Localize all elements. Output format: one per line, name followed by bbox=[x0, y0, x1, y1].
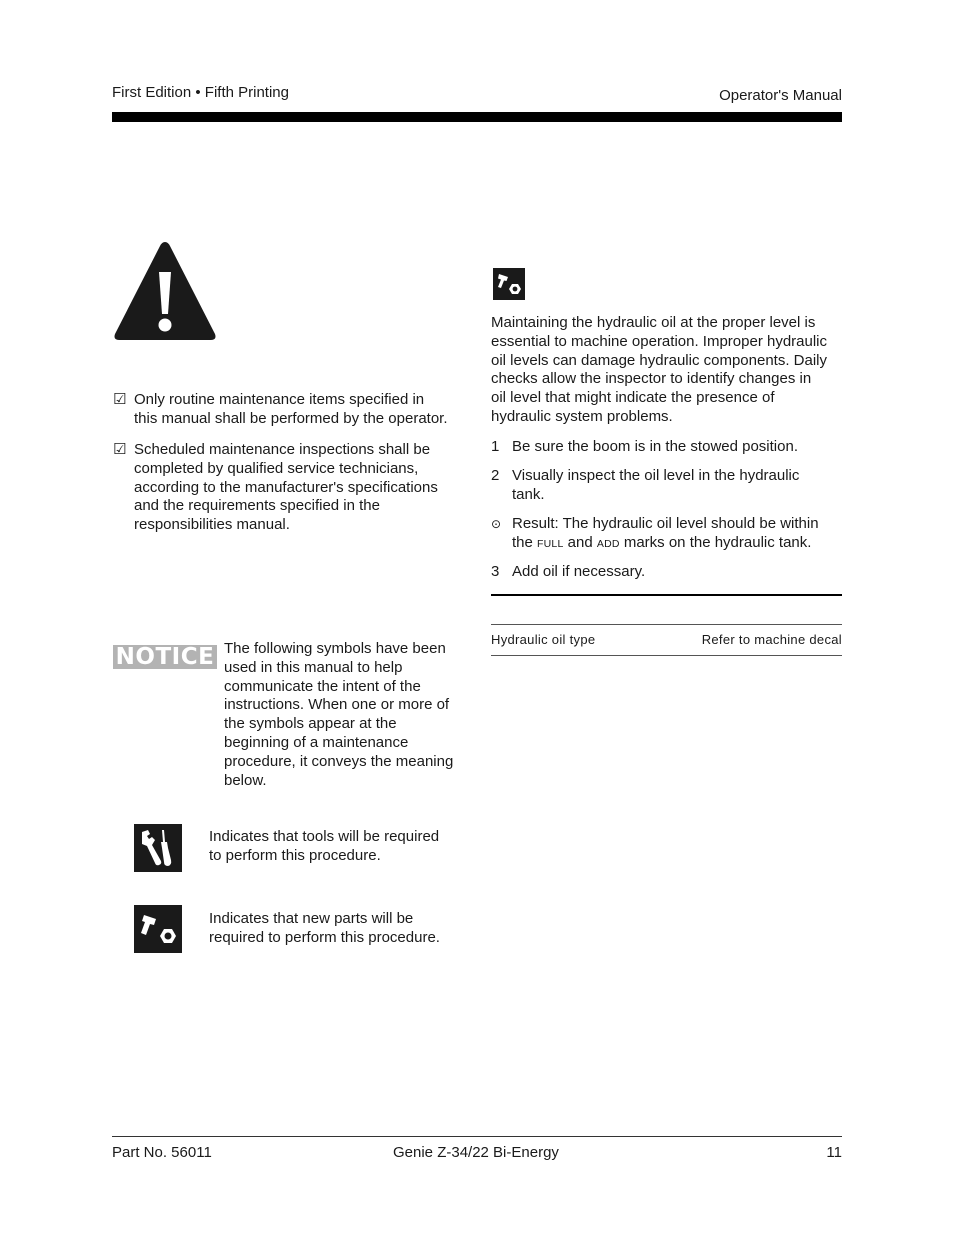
notice-label: NOTICE bbox=[113, 645, 217, 669]
checklist-text-line: completed by qualified service technicians, bbox=[134, 459, 419, 477]
step-text: Be sure the boom is in the stowed position. bbox=[512, 438, 798, 455]
footer-page-number: 11 bbox=[826, 1144, 842, 1161]
step-text: Add oil if necessary. bbox=[512, 563, 646, 580]
hydraulic-intro bbox=[491, 314, 846, 427]
checklist-item bbox=[113, 391, 468, 429]
result-icon: ⊙ bbox=[491, 517, 502, 531]
notice-line: communicate the intent of the bbox=[224, 677, 421, 695]
checklist-text-line: this manual shall be performed by the operator. bbox=[134, 409, 448, 427]
notice-text bbox=[224, 640, 469, 790]
procedure-step bbox=[491, 438, 841, 457]
new-parts-symbol-text bbox=[209, 910, 464, 948]
footer-part-number: Part No. 56011 bbox=[112, 1144, 212, 1161]
result-text: Result: The hydraulic oil level should be within bbox=[512, 515, 819, 532]
new-parts-icon bbox=[134, 905, 182, 953]
step-number: 1 bbox=[491, 438, 500, 455]
checkbox-icon: ☑ bbox=[113, 441, 127, 458]
symbol-text-line: Indicates that new parts will be bbox=[209, 910, 414, 927]
spec-table-row bbox=[491, 624, 842, 656]
notice-line: used in this manual to help bbox=[224, 658, 403, 676]
result-text-line2 bbox=[512, 534, 841, 554]
procedure-result bbox=[491, 515, 841, 554]
add-mark-label: ADD bbox=[596, 537, 620, 550]
checklist-text-line: and the requirements specified in the bbox=[134, 497, 380, 515]
notice-line: The following symbols have been bbox=[224, 640, 446, 657]
symbol-text-line: Indicates that tools will be required bbox=[209, 828, 440, 845]
notice-line: below. bbox=[224, 771, 267, 789]
step-text: Visually inspect the oil level in the hydraulic bbox=[512, 467, 800, 484]
intro-line: checks allow the inspector to identify changes in bbox=[491, 370, 812, 388]
footer-model: Genie Z-34/22 Bi-Energy bbox=[393, 1144, 559, 1161]
intro-line: essential to machine operation. Improper hydraulic bbox=[491, 332, 828, 350]
checklist-text-line: Only routine maintenance items specified in bbox=[134, 391, 425, 408]
header-edition: First Edition • Fifth Printing bbox=[112, 84, 289, 101]
intro-line: oil level that might indicate the presence of bbox=[491, 389, 775, 407]
tools-icon bbox=[134, 824, 182, 872]
result-text-mid: and bbox=[563, 533, 597, 551]
footer-rule bbox=[112, 1136, 842, 1137]
step-number: 2 bbox=[491, 467, 500, 484]
section-rule bbox=[491, 594, 842, 596]
spec-value: Refer to machine decal bbox=[701, 632, 842, 647]
checklist-text-line: responsibilities manual. bbox=[134, 516, 290, 534]
step-text: tank. bbox=[512, 485, 545, 503]
spec-label: Hydraulic oil type bbox=[491, 632, 596, 647]
intro-line: Maintaining the hydraulic oil at the proper level is bbox=[491, 314, 816, 331]
header-rule bbox=[112, 112, 842, 122]
checklist-text-line: according to the manufacturer's specifications bbox=[134, 478, 438, 496]
procedure-step bbox=[491, 563, 841, 582]
header-manual-title: Operator's Manual bbox=[719, 87, 842, 104]
result-text-post: marks on the hydraulic tank. bbox=[619, 533, 812, 551]
checklist-item bbox=[113, 441, 468, 535]
result-text-pre: the bbox=[512, 533, 538, 551]
warning-triangle-icon bbox=[111, 238, 219, 344]
full-mark-label: FULL bbox=[537, 537, 564, 550]
notice-line: procedure, it conveys the meaning bbox=[224, 752, 454, 770]
intro-line: oil levels can damage hydraulic components. Daily bbox=[491, 351, 828, 369]
step-number: 3 bbox=[491, 563, 500, 580]
notice-line: the symbols appear at the bbox=[224, 715, 397, 733]
intro-line: hydraulic system problems. bbox=[491, 407, 673, 425]
checkbox-icon: ☑ bbox=[113, 391, 127, 408]
notice-line: instructions. When one or more of bbox=[224, 696, 450, 714]
procedure-step bbox=[491, 467, 841, 505]
checklist-text-line: Scheduled maintenance inspections shall be bbox=[134, 441, 431, 458]
symbol-text-line: to perform this procedure. bbox=[209, 846, 381, 864]
symbol-text-line: required to perform this procedure. bbox=[209, 928, 440, 946]
tools-symbol-text bbox=[209, 828, 464, 866]
notice-line: beginning of a maintenance bbox=[224, 733, 409, 751]
new-parts-icon bbox=[493, 268, 525, 300]
